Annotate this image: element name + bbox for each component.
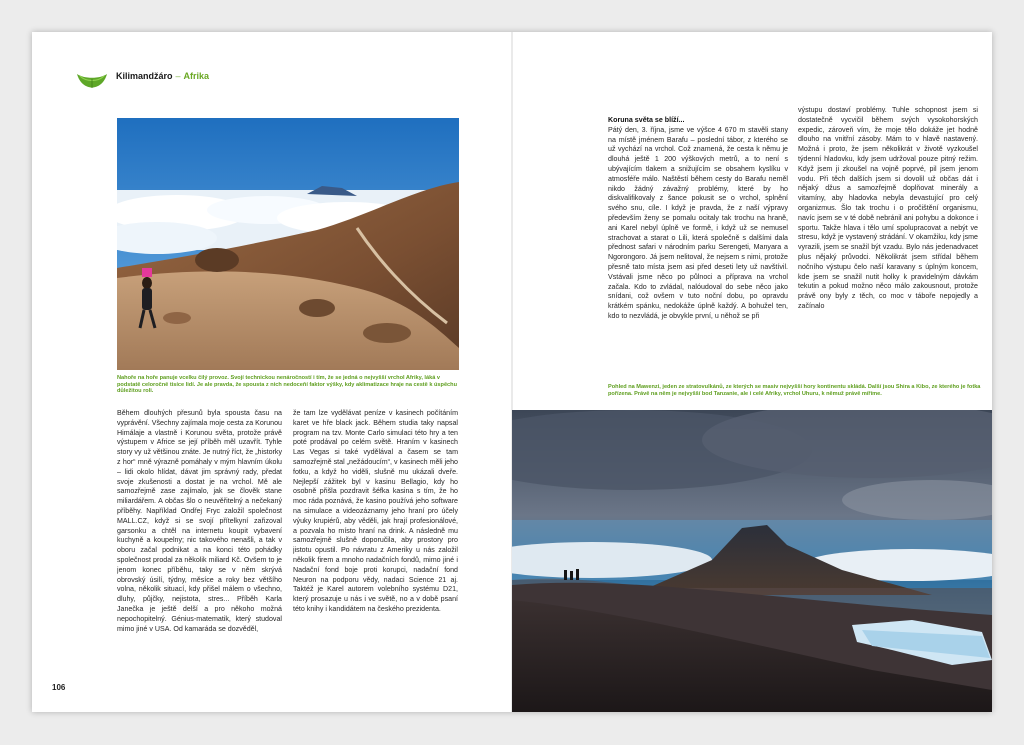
mountain-trail-photo xyxy=(117,118,459,370)
photo-caption: Nahoře na hoře panuje vcelku čilý provoz. Svojí technickou nenáročností i tím, že se jedná o nejvyšší vrchol Afriky, láká v podstatě celoročně tisíce lidí. Je ale pravda, že spousta z nich nedoceňí faktor výšky, kdy aklimatizace hraje na cestě k úspěchu důležitou roli. xyxy=(117,375,458,395)
body-paragraph: výstupu dostaví problémy. Tuhle schopnost jsem si dostatečně vycvičil během svých vysokohorských expedic, zároveň vím, že moje tělo dokáže jet hodně dlouho na vnitřní zásoby. Mám to v hlavě nastavený. Možná i proto, že jsem několikrát v životě vyzkoušel týdenní hladovku, kdy jsem udržoval pouze pitný režim. Když jsem ji zkoušel na vojně poprvé, pil jsem jenom vodu. Při těch dalších jsem si dovolil už občas dát i nějaký džus a samozřejmě doplňovat minerály a vitamíny, aby hladovka nebyla devastující pro celý organizmus. Šlo tak trochu i o pročištění organismu, navíc jsem se v té době nebránil ani pohybu a dokonce i sportu. Takže hlava i tělo umí spolupracovat a nebýt ve stresu, když je vystavený strádání. V okamžiku, kdy jsme vyrazili, jsem se snažil být vzadu. Bylo nás jedenadvacet plus nějaký průvodci. Několikrát jsem střídal během nočního výstupu čelo naší karavany s úplným koncem, kde jsem se snažil nutit holky k pravidelným dávkám tekutin a pokud možno něco málo zakousnout, protože právě ony byly z těch, co moc v táboře nepojedly a začínalo xyxy=(798,106,978,310)
leaf-icon xyxy=(76,70,108,90)
chapter-title: Kilimandžáro xyxy=(116,71,173,81)
running-head-separator: – xyxy=(175,71,181,81)
body-paragraph: Pátý den, 3. října, jsme ve výšce 4 670 m stavěli stany na místě jménem Barafu – poslední tábor, z kterého se už vychází na vrchol. Což znamená, že cesta k němu je dlouhá ještě 1 200 výškových metrů, a to není s ubývajícím tlakem a snižujícím se obsahem kyslíku v atmosféře málo. Naštěstí během cesty do Barafu neměl nikdo žádný závažný problémy, které by ho diskvalifikovaly z šance pokusit se o vrchol, splnění svého snu, cíle. I když je pravda, že z naší výpravy především ženy se pomalu ocitaly tak trochu na hraně, ani Karel nebyl úplně ve formě, i když už se nemusel strachovat a starat o Lili, která společně s dalšími dala přednost safari v národním parku Serengeti, Manyara a Ngorongoro. Já jsem nelitoval, že nejsem s nimi, protože přesně tato místa jsem asi před deseti lety už navštívil. Vstávali jsme něco po půlnoci a příprava na vrchol začala. Kdo to zvládal, nalóudoval do sebe něco jako snídani, což ovšem v tuto noční dobu, po opravdu krátkém spánku, nedokáže úplně každý. A bohužel ten, kdo to nezvládá, je obvykle první, u něhož se při xyxy=(608,125,788,320)
body-column-1 xyxy=(117,409,282,667)
body-column-3 xyxy=(608,116,788,372)
body-column-4 xyxy=(798,106,978,372)
mawenzi-peak-photo-icon xyxy=(512,410,992,712)
book-spread xyxy=(32,32,992,712)
body-column-2 xyxy=(293,409,458,667)
photo-caption: Pohled na Mawenzi, jeden ze stratovulkánů, ze kterých se masiv nejvyšší hory kontinentu skládá. Další jsou Shira a Kibo, ze kterého je fotka pořízena. Právě na něm je nejvyšší bod Tanzanie, ale i celé Afriky, vrchol Uhuru, k němuž právě míříme. xyxy=(608,384,981,397)
mawenzi-peak-photo xyxy=(512,410,992,712)
page-number: 106 xyxy=(52,683,66,692)
running-head xyxy=(116,71,209,81)
chapter-region: Afrika xyxy=(183,71,210,81)
body-paragraph: Během dlouhých přesunů byla spousta času na vyprávění. Všechny zajímala moje cesta za Korunou Himálaje a vlastně i Korunou světa, protože právě výstupem v Africe se její příběh měl uzavřít. Tyhle story vy už většinou znáte. Je nutný říct, že „historky z hor“ mně výrazně pomáhaly v mým hlavním úkolu – lidi okolo hlídat, dávat jim správný rady, předat svoje zkušenosti a dostat je na vrchol. Mě ale samozřejmě zase zajímalo, jak se člověk stane miliardářem. A občas šlo o neuvěřitelný a nečekaný příběhy. Například Ondřej Fryc založil společnost MALL.CZ, když si se svojí přítelkyní zařizoval garsonku a chtěl na internetu koupit vybavení kuchyně a koupelny; nic takového nenašli, a tak v oboru začal podnikat a na konci této pohádky společnost prodal za několik miliard Kč. Ovšem to je jenom konec příběhu, taky se v něm skrývá obrovský úsilí, týdny, měsíce a roky bez většího volna, několik situací, kdy přišel málem o všechno, dluhy, půjčky, nejistota, stres... Příběh Karla Janečka je ještě delší a pro někoho možná nepochopitelný. Génius-matematik, který studoval mimo jiné v USA. Od kamaráda se dozvěděl, xyxy=(117,409,282,633)
body-paragraph: že tam lze vydělávat peníze v kasinech počítáním karet ve hře black jack. Během studia taky napsal program na tzv. Monte Carlo simulaci této hry a ten poté prodával po celém světě. Hraním v kasinech Las Vegas si také vydělával a časem se tam samozřejmě stal „nežádoucím“, v kasinech měli jeho fotku, a když ho viděli, slušně mu ukázali dveře. Nejlepší zážitek byl v kasinu Bellagio, kdy ho osobně přišla pozdravit šéfka kasina s tím, že ho moc ráda poznává, že kasino používá jeho software na simulace a videozáznamy jeho hraní pro účely výuky krupiérů, aby věděli, jak hrají profesionálové, a pozvala ho místo hraní na drink. A následně mu samozřejmě slušně doporučila, aby prostory pro jistotu opustil. Po návratu z Ameriky u nás založil několik firem a mnoho nadačních fondů, mimo jiné i Nadační fond boje proti korupci, nadační fond Neuron na podporu vědy, nadaci Science 21 aj. Taktéž je Karel autorem volebního systému D21, který prosazuje u nás i ve světě, no a v době psaní této knihy i kandidátem na českého prezidenta. xyxy=(293,409,458,613)
mountain-trail-photo-icon xyxy=(117,118,459,370)
section-heading: Koruna světa se blíží... xyxy=(608,116,685,124)
